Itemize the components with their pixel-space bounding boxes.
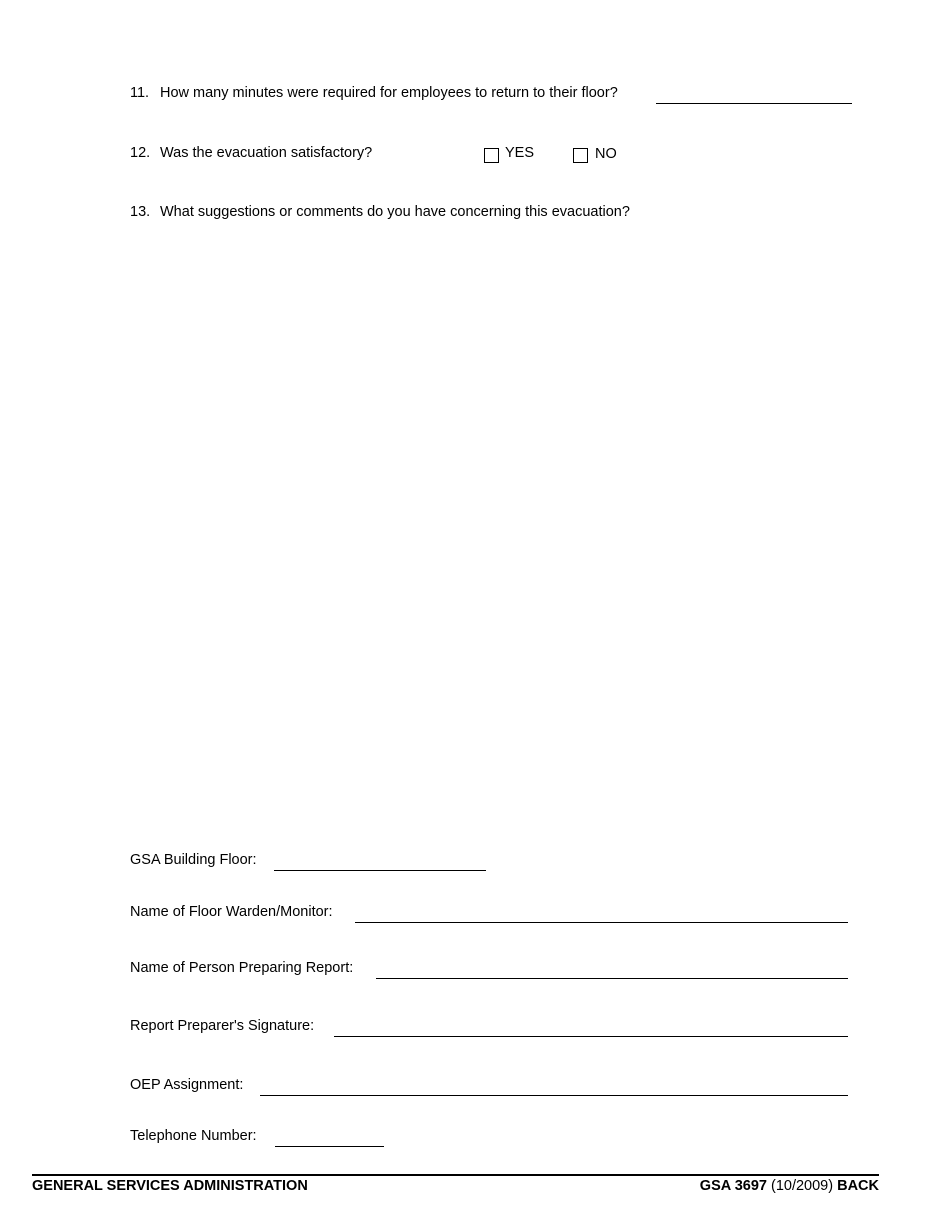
question-12 <box>130 145 372 161</box>
floor-warden-label: Name of Floor Warden/Monitor: <box>130 904 333 920</box>
building-floor-input[interactable] <box>274 870 486 871</box>
telephone-label: Telephone Number: <box>130 1128 257 1144</box>
question-13-text: What suggestions or comments do you have concerning this evacuation? <box>160 204 630 220</box>
preparer-signature-label: Report Preparer's Signature: <box>130 1018 315 1034</box>
floor-warden-input[interactable] <box>355 922 848 923</box>
oep-assignment-label: OEP Assignment: <box>130 1077 244 1093</box>
no-checkbox[interactable] <box>573 148 588 163</box>
question-12-text: Was the evacuation satisfactory? <box>160 145 373 161</box>
form-identifier <box>700 1178 879 1194</box>
question-11 <box>130 85 618 101</box>
no-label: NO <box>595 146 617 162</box>
telephone-input[interactable] <box>275 1146 384 1147</box>
preparer-signature-input[interactable] <box>334 1036 848 1037</box>
question-11-text: How many minutes were required for employees to return to their floor? <box>160 85 618 101</box>
yes-label: YES <box>505 145 535 161</box>
question-13 <box>130 204 630 220</box>
footer-divider <box>32 1174 879 1176</box>
yes-checkbox[interactable] <box>484 148 499 163</box>
return-minutes-input[interactable] <box>656 103 852 104</box>
agency-name: GENERAL SERVICES ADMINISTRATION <box>32 1178 308 1194</box>
page-side: BACK <box>837 1178 879 1194</box>
comments-area[interactable] <box>130 235 850 825</box>
form-number: GSA 3697 <box>699 1178 767 1194</box>
question-13-number: 13. <box>130 204 151 220</box>
question-11-number: 11. <box>130 85 150 101</box>
form-date: (10/2009) <box>771 1178 834 1194</box>
building-floor-label: GSA Building Floor: <box>130 852 257 868</box>
preparer-name-label: Name of Person Preparing Report: <box>130 960 354 976</box>
question-12-number: 12. <box>130 145 151 161</box>
oep-assignment-input[interactable] <box>260 1095 848 1096</box>
preparer-name-input[interactable] <box>376 978 848 979</box>
